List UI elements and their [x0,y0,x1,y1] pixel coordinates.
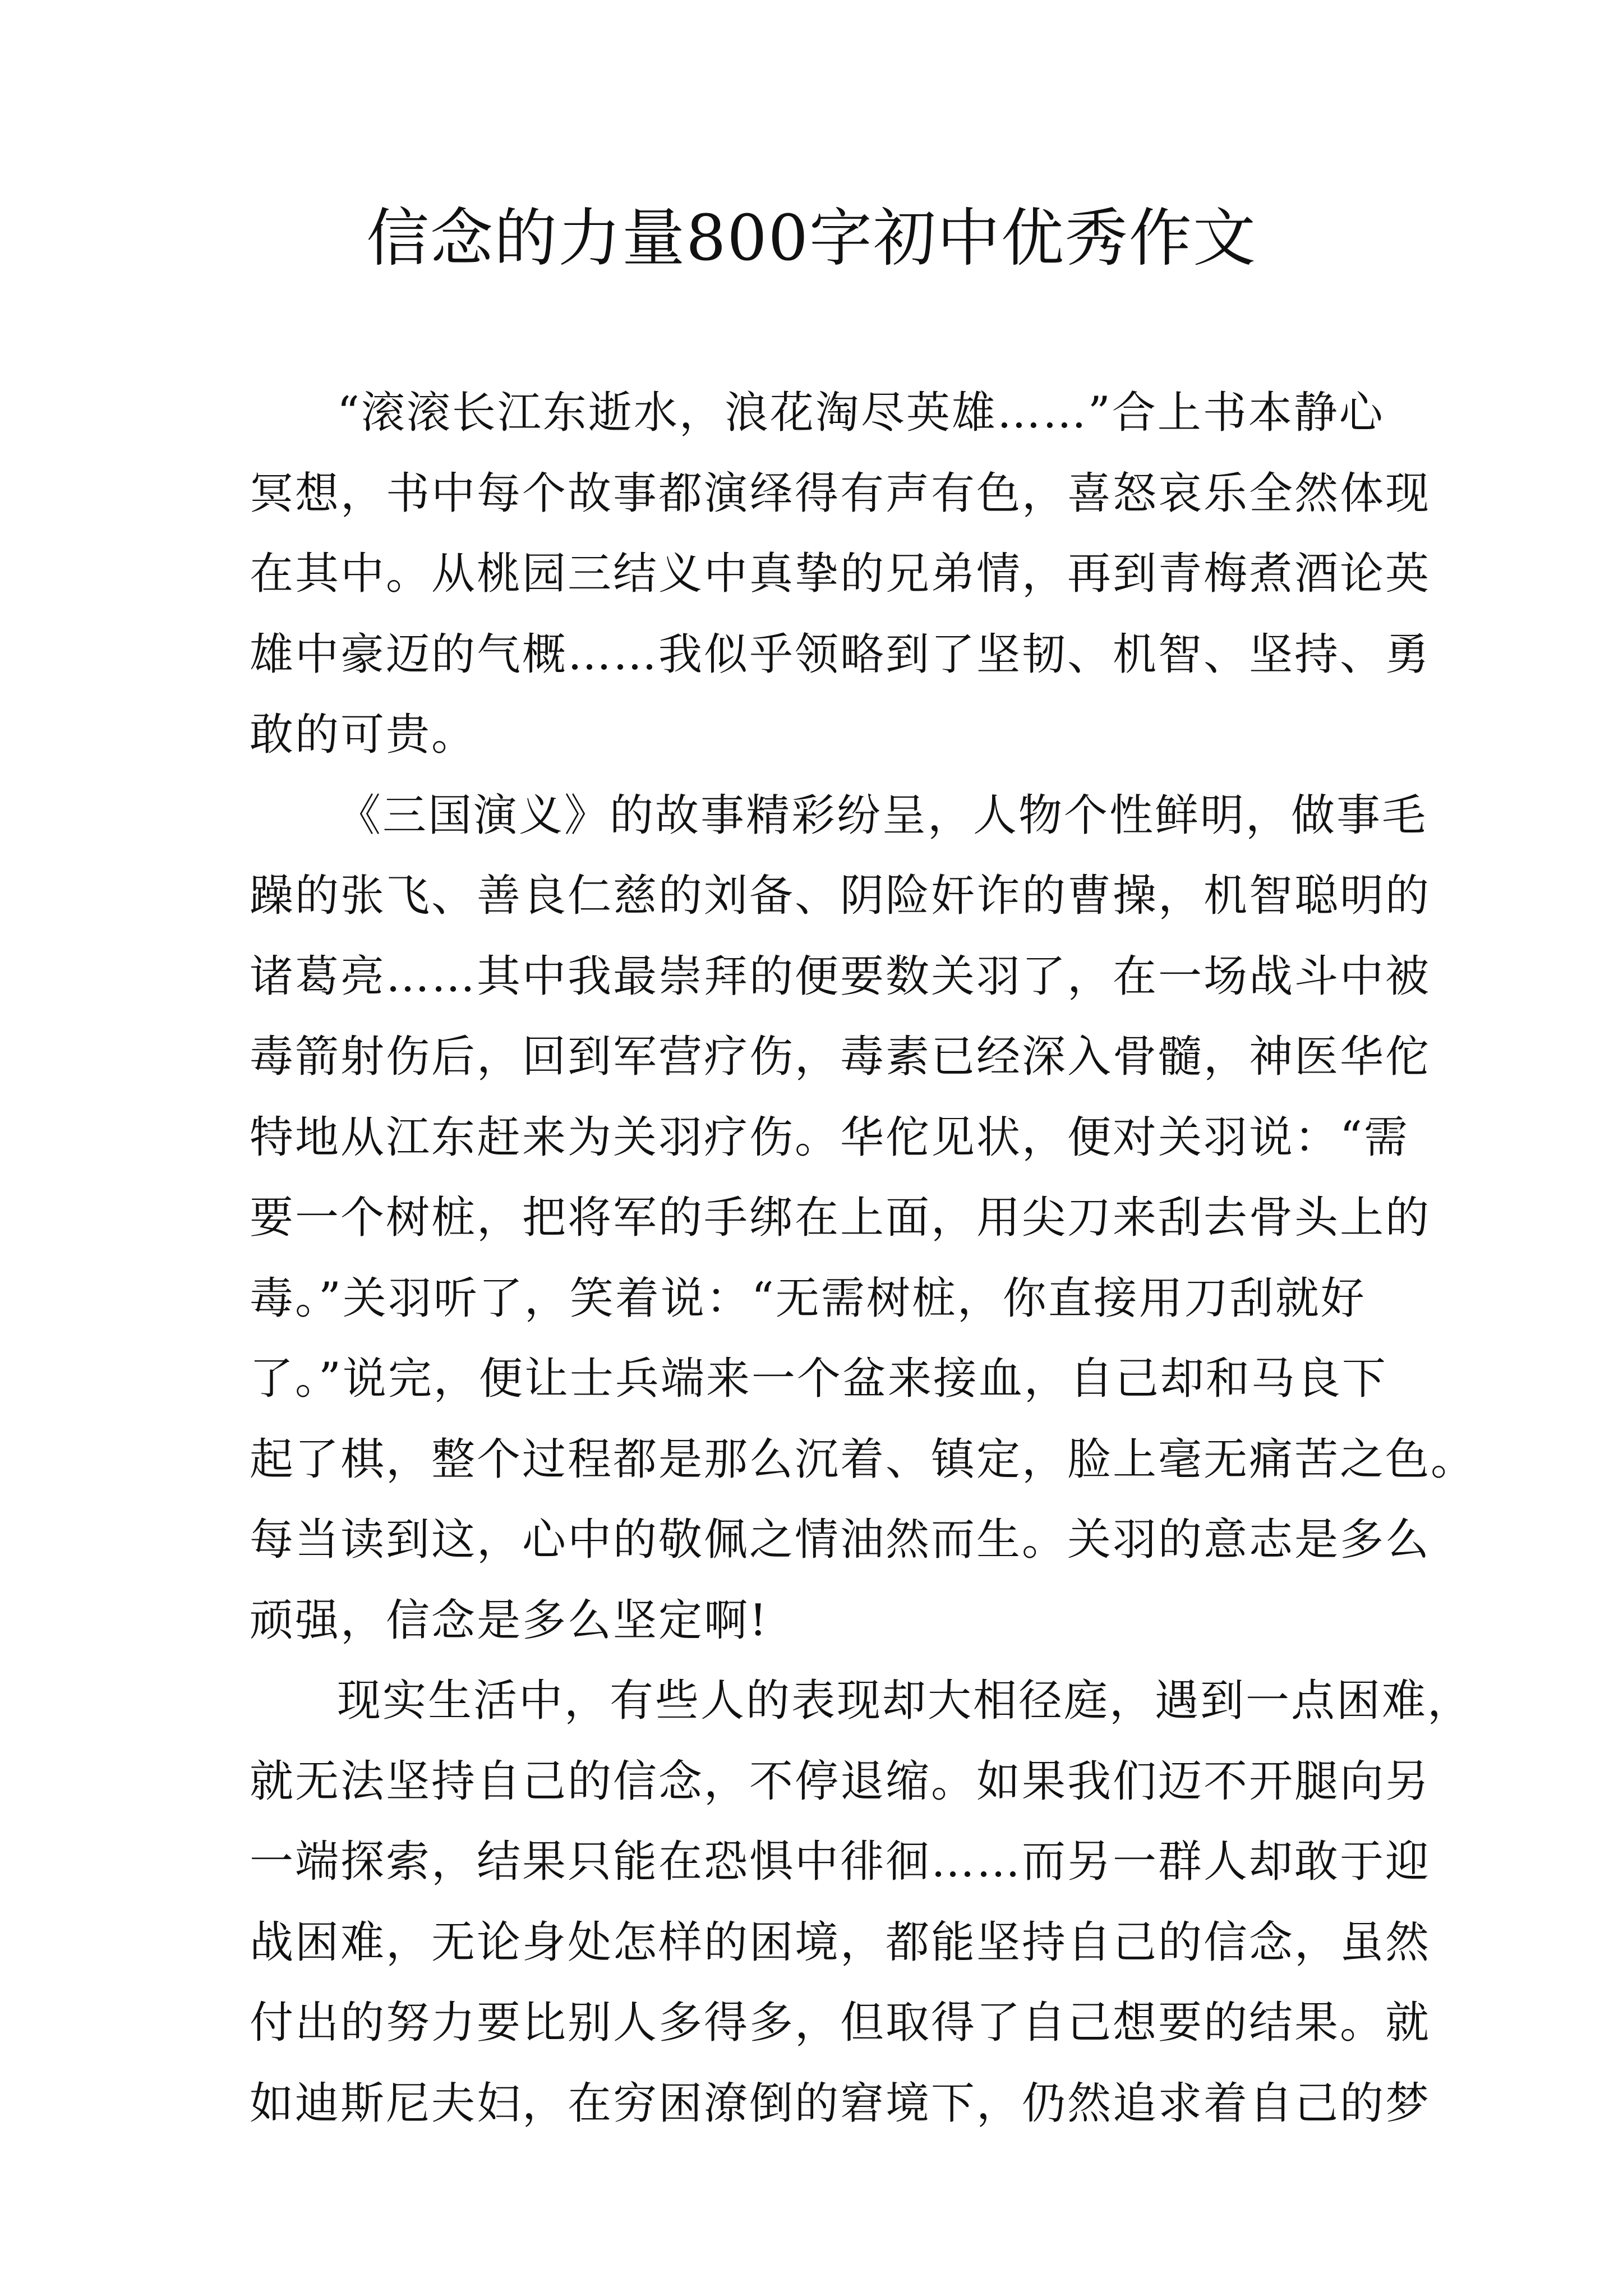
paragraph-line: 敢的可贵。 [250,710,477,760]
paragraph-line: 毒。”关羽听了，笑着说：“无需树桩，你直接用刀刮就好 [250,1273,1366,1324]
paragraph-line: 冥想，书中每个故事都演绎得有声有色，喜怒哀乐全然体现 [250,468,1431,519]
paragraph-line: 诸葛亮……其中我最崇拜的便要数关羽了，在一场战斗中被 [250,951,1431,1002]
paragraph-line: 如迪斯尼夫妇，在穷困潦倒的窘境下，仍然追求着自己的梦 [250,2078,1431,2129]
essay-body [250,373,1477,2144]
paragraph-2 [250,776,1477,1662]
paragraph-line: 现实生活中，有些人的表现却大相径庭，遇到一点困难， [337,1676,1473,1726]
paragraph-line: 毒箭射伤后，回到军营疗伤，毒素已经深入骨髓，神医华佗 [250,1032,1431,1082]
paragraph-line: 了。”说完，便让士兵端来一个盆来接血，自己却和马良下 [250,1354,1387,1404]
paragraph-line: 起了棋，整个过程都是那么沉着、镇定，脸上毫无痛苦之色。 [250,1434,1477,1485]
document-title: 信念的力量800字初中优秀作文 [366,202,1257,275]
paragraph-line: 躁的张飞、善良仁慈的刘备、阴险奸诈的曹操，机智聪明的 [250,871,1431,921]
paragraph-line: 战困难，无论身处怎样的困境，都能坚持自己的信念，虽然 [250,1917,1431,1968]
paragraph-line: 付出的努力要比别人多得多，但取得了自己想要的结果。就 [250,1998,1431,2048]
paragraph-line: 每当读到这，心中的敬佩之情油然而生。关羽的意志是多么 [250,1515,1431,1565]
paragraph-line: 要一个树桩，把将军的手绑在上面，用尖刀来刮去骨头上的 [250,1193,1431,1243]
paragraph-line: 雄中豪迈的气概……我似乎领略到了坚韧、机智、坚持、勇 [250,629,1431,680]
paragraph-line: “滚滚长江东逝水，浪花淘尽英雄……”合上书本静心 [337,388,1385,438]
paragraph-line: 在其中。从桃园三结义中真挚的兄弟情，再到青梅煮酒论英 [250,549,1431,599]
paragraph-line: 就无法坚持自己的信念，不停退缩。如果我们迈不开腿向另 [250,1756,1431,1807]
paragraph-line: 《三国演义》的故事精彩纷呈，人物个性鲜明，做事毛 [337,790,1428,841]
paragraph-line: 顽强，信念是多么坚定啊! [250,1595,769,1646]
paragraph-3 [250,1661,1473,2144]
paragraph-line: 一端探索，结果只能在恐惧中徘徊……而另一群人却敢于迎 [250,1837,1431,1887]
paragraph-1 [250,373,1431,776]
paragraph-line: 特地从江东赶来为关羽疗伤。华佗见状，便对关羽说：“需 [250,1112,1409,1163]
